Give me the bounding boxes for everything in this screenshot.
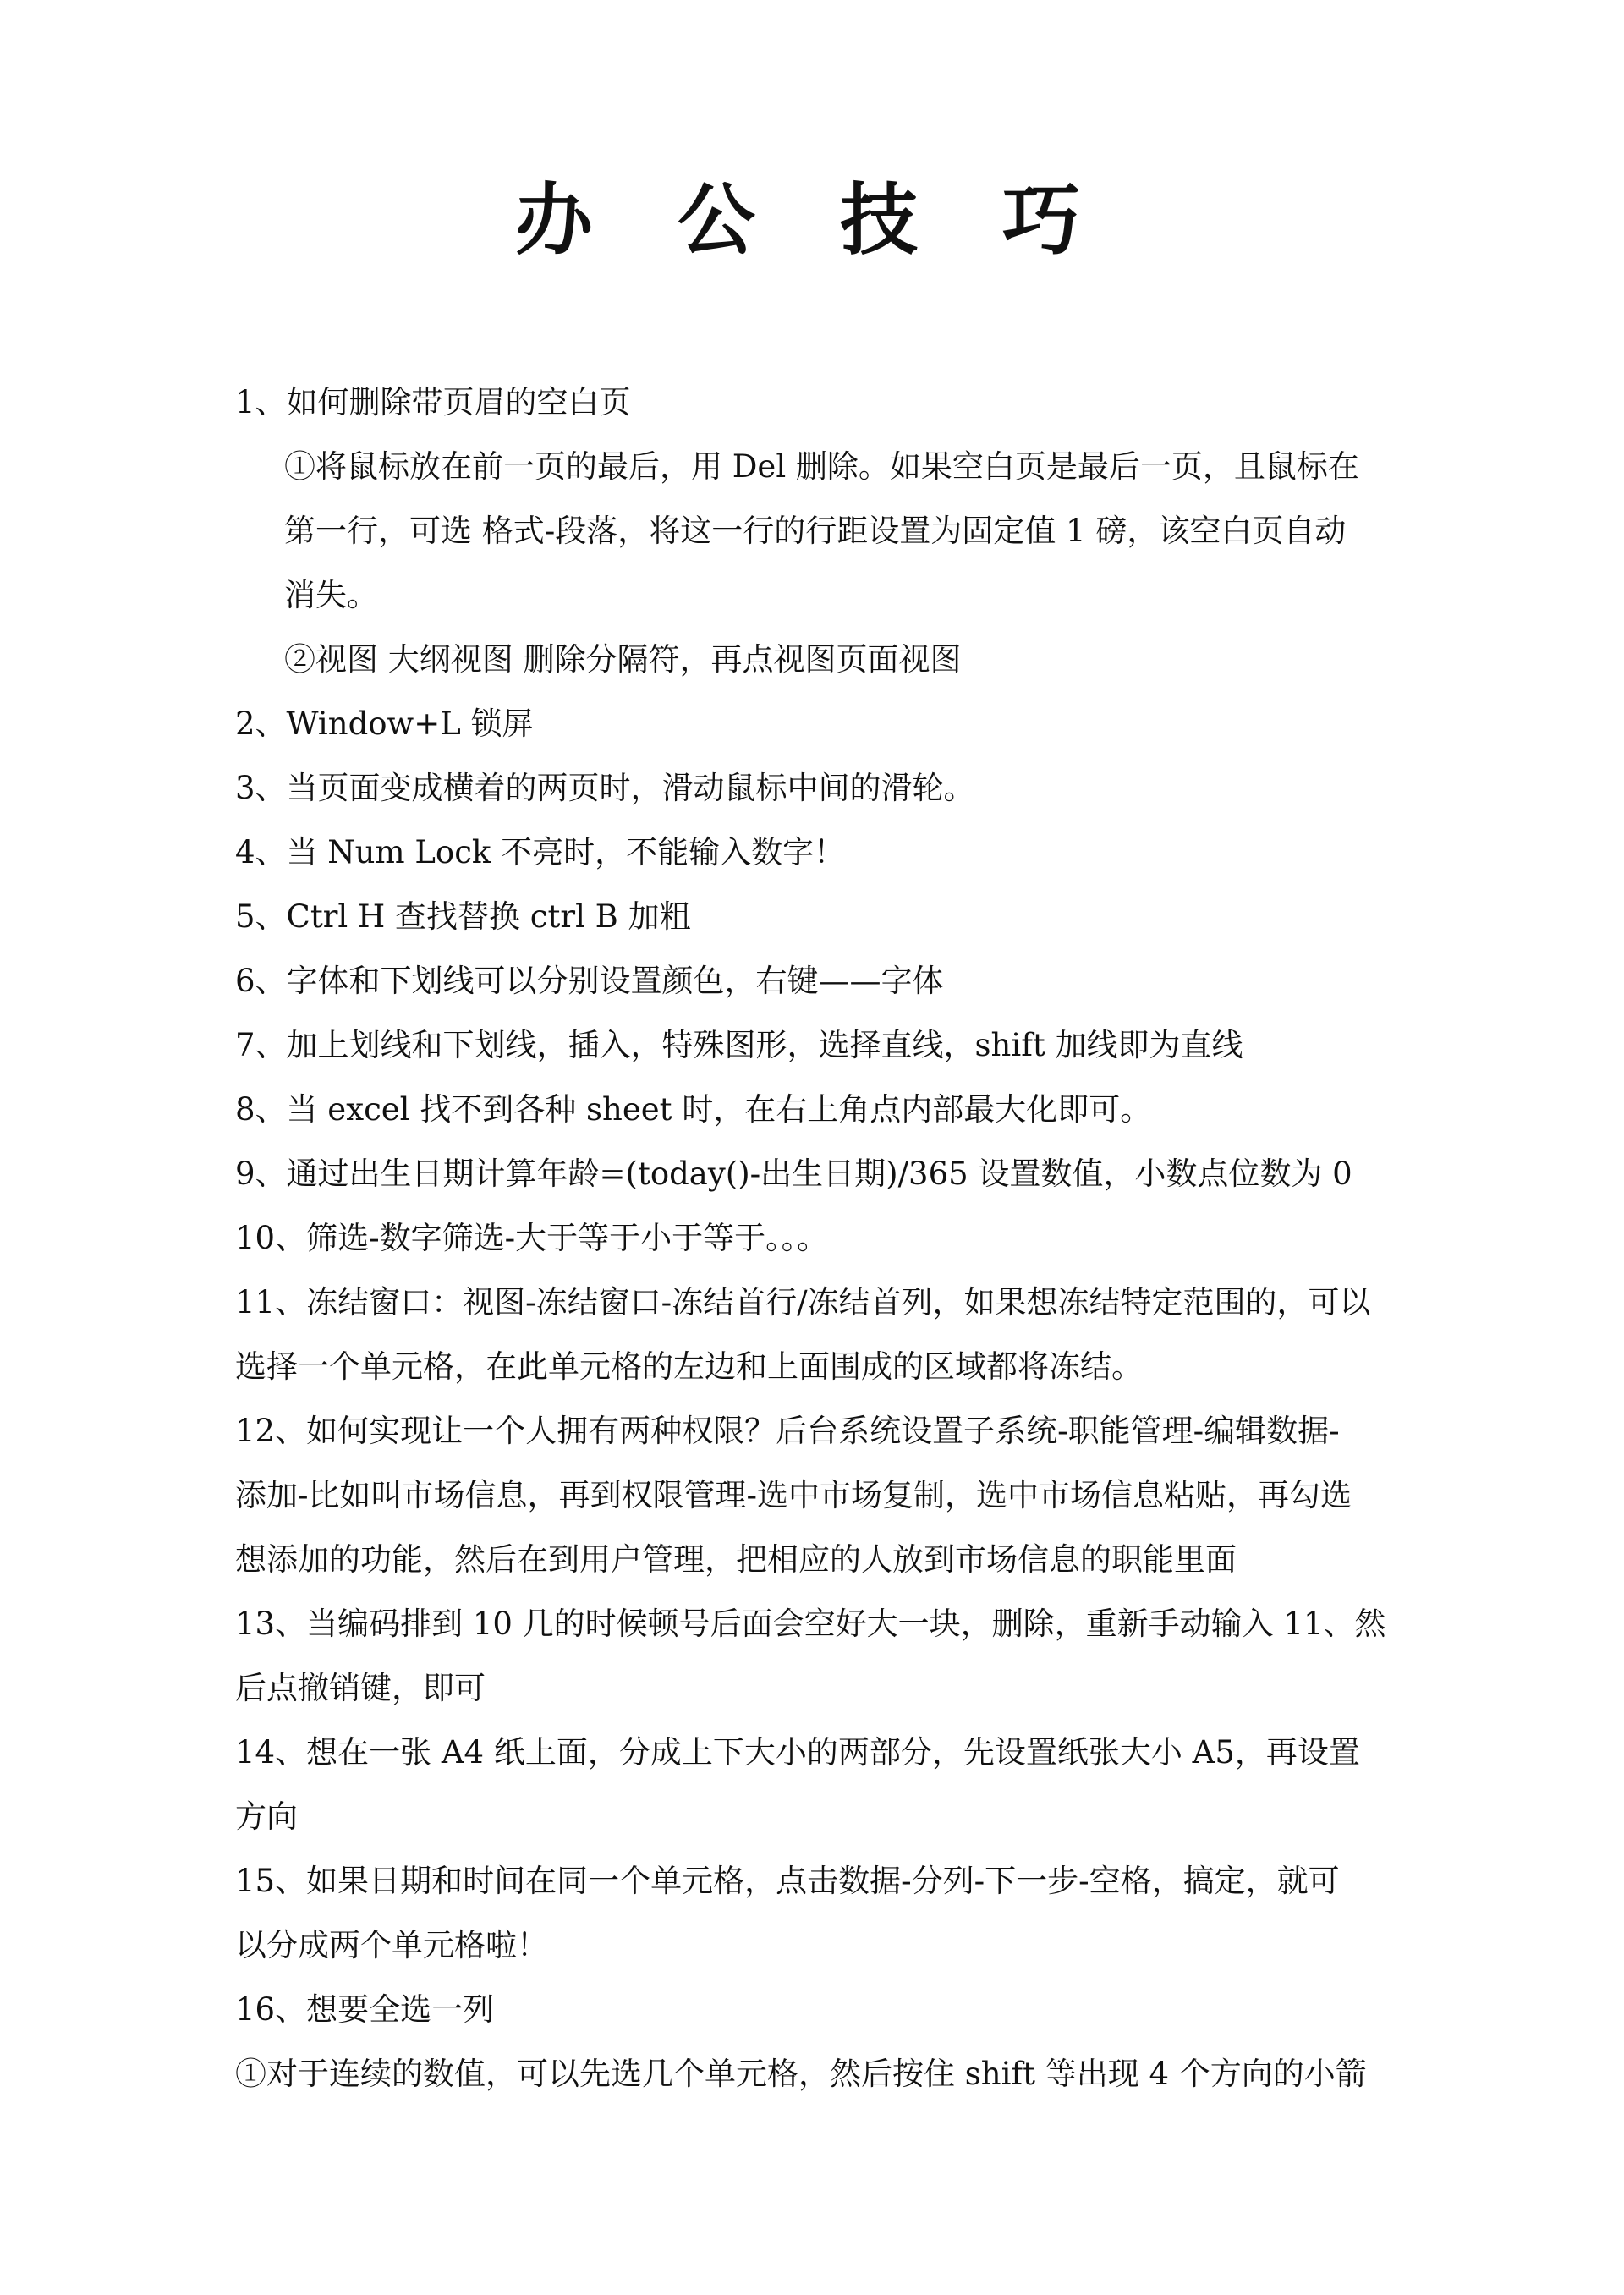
- text-line: 4、当 Num Lock 不亮时，不能输入数字！: [235, 834, 846, 870]
- text-line: 10、筛选-数字筛选-大于等于小于等于。。。: [235, 1220, 829, 1256]
- text-line: 7、加上划线和下划线，插入，特殊图形，选择直线，shift 加线即为直线: [235, 1027, 1243, 1063]
- text-line: 第一行，可选 格式-段落，将这一行的行距设置为固定值 1 磅，该空白页自动: [284, 513, 1347, 549]
- text-line: 12、如何实现让一个人拥有两种权限？后台系统设置子系统-职能管理-编辑数据-: [235, 1413, 1340, 1449]
- text-line: 5、Ctrl H 查找替换 ctrl B 加粗: [235, 898, 691, 935]
- text-line: 6、字体和下划线可以分别设置颜色，右键——字体: [235, 963, 944, 999]
- text-line: 以分成两个单元格啦！: [235, 1927, 548, 1963]
- text-line: 后点撤销键，即可: [235, 1670, 486, 1706]
- text-line: 选择一个单元格，在此单元格的左边和上面围成的区域都将冻结。: [235, 1348, 1143, 1385]
- text-line: 8、当 excel 找不到各种 sheet 时，在右上角点内部最大化即可。: [235, 1091, 1152, 1128]
- text-line: 16、想要全选一列: [235, 1991, 495, 2028]
- text-line: 想添加的功能，然后在到用户管理，把相应的人放到市场信息的职能里面: [235, 1541, 1237, 1578]
- text-line: 11、冻结窗口：视图-冻结窗口-冻结首行/冻结首列，如果想冻结特定范围的，可以: [235, 1284, 1371, 1320]
- text-line: 2、Window+L 锁屏: [235, 706, 534, 742]
- text-line: 1、如何删除带页眉的空白页: [235, 384, 631, 420]
- text-line: 消失。: [284, 577, 378, 613]
- text-line: 添加-比如叫市场信息，再到权限管理-选中市场复制，选中市场信息粘贴，再勾选: [235, 1477, 1352, 1513]
- text-line: 3、当页面变成横着的两页时，滑动鼠标中间的滑轮。: [235, 770, 975, 806]
- text-line: ①将鼠标放在前一页的最后，用 Del 删除。如果空白页是最后一页，且鼠标在: [284, 448, 1359, 485]
- text-line: 方向: [235, 1798, 298, 1835]
- document-title: 办 公 技 巧: [514, 174, 1110, 266]
- text-line: 14、想在一张 A4 纸上面，分成上下大小的两部分，先设置纸张大小 A5，再设置: [235, 1734, 1360, 1771]
- text-line: 15、如果日期和时间在同一个单元格，点击数据-分列-下一步-空格，搞定，就可: [235, 1863, 1340, 1899]
- text-line: 13、当编码排到 10 几的时候顿号后面会空好大一块，删除，重新手动输入 11、然: [235, 1606, 1386, 1642]
- document-body: [235, 371, 1402, 2106]
- text-line: 9、通过出生日期计算年龄=(today()-出生日期)/365 设置数值，小数点位数为 0: [235, 1156, 1352, 1192]
- text-line: ②视图 大纲视图 删除分隔符，再点视图页面视图: [284, 641, 962, 678]
- text-line: ①对于连续的数值，可以先选几个单元格，然后按住 shift 等出现 4 个方向的小箭: [235, 2056, 1367, 2092]
